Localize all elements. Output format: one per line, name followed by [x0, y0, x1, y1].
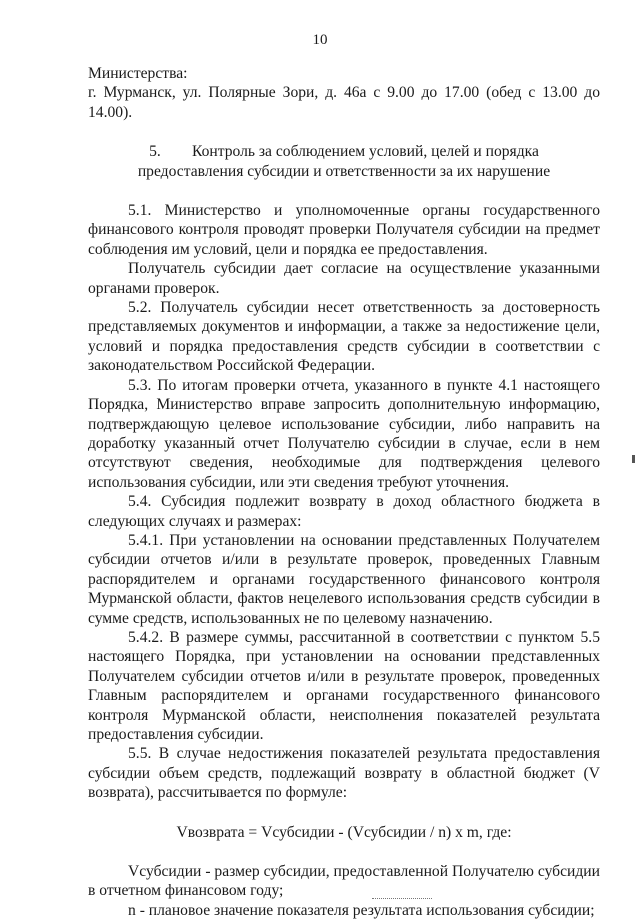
definition-v-subsidy: Vсубсидии - размер субсидии, предоставленной Получателю субсидии в отчетном финансовом году;	[88, 863, 600, 900]
footer-dotted-line	[372, 898, 432, 900]
paragraph-5-4-2: 5.4.2. В размере суммы, рассчитанной в соответствии с пунктом 5.5 настоящего Порядка, при установлении на основании представленных Получателем субсидии отчетов и/или в результате проверок, проведенных Главным распорядителем и органами государственного финансового контроля Мурманской области, неисполнения показателей результата предоставления субсидии.	[88, 628, 600, 743]
section-title-line: 5. Контроль за соблюдением условий, целей и порядка	[149, 143, 539, 161]
paragraph-consent: Получатель субсидии дает согласие на осуществление указанными органами проверок.	[88, 260, 600, 297]
intro-address: г. Мурманск, ул. Полярные Зори, д. 46а с 9.00 до 17.00 (обед с 13.00 до 14.00).	[88, 84, 600, 121]
margin-mark	[632, 455, 635, 463]
paragraph-5-2: 5.2. Получатель субсидии несет ответственность за достоверность представляемых документов и информации, а также за недостижение цели, условий и порядка предоставления средств субсидии в соответствии с законодательством Российской Федерации.	[88, 299, 600, 375]
paragraph-5-3: 5.3. По итогам проверки отчета, указанного в пункте 4.1 настоящего Порядка, Министерство вправе запросить дополнительную информацию, подтверждающую целевое использование субсидии, либо направить на доработку указанный отчет Получателю субсидии в случае, если в нем отсутствуют сведения, необходимые для подтверждения целевого использования субсидии, или эти сведения требуют уточнения.	[88, 376, 600, 491]
paragraph-5-4-1: 5.4.1. При установлении на основании представленных Получателем субсидии отчетов и/или в результате проверок, проведенных Главным распорядителем и органами государственного финансового контроля Мурманской области, фактов нецелевого использования средств субсидии в сумме средств, использованных не по целевому назначению.	[88, 531, 600, 627]
section-heading	[88, 142, 600, 181]
paragraph-5-1: 5.1. Министерство и уполномоченные органы государственного финансового контроля проводят проверки Получателя субсидии на предмет соблюдения им условий, цели и порядка ее предоставления.	[88, 202, 600, 258]
definition-n: n - плановое значение показателя результата использования субсидии;	[128, 901, 595, 919]
intro-line: Министерства:	[88, 65, 188, 82]
section-title-line: предоставления субсидии и ответственности за их нарушение	[137, 162, 551, 180]
formula: Vвозврата = Vсубсидии - (Vсубсидии / n) x m, где:	[176, 823, 512, 841]
paragraph-5-4: 5.4. Субсидия подлежит возврату в доход областного бюджета в следующих случаях и размерах:	[88, 493, 600, 530]
paragraph-5-5: 5.5. В случае недостижения показателей результата предоставления субсидии объем средств, подлежащий возврату в областной бюджет (V возврата), рассчитывается по формуле:	[88, 745, 600, 802]
page-number: 10	[312, 32, 328, 48]
document-body	[88, 64, 600, 920]
